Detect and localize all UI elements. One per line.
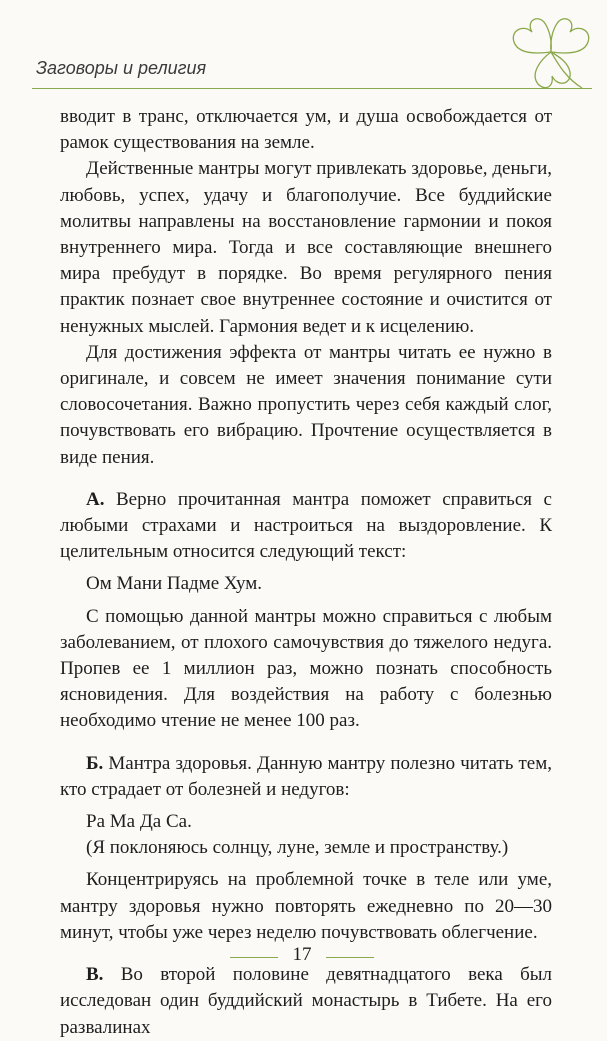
paragraph: Действенные мантры могут привлекать здоровье, деньги, любовь, успех, удачу и благополучие. Все буддийские молитвы направлены на восстановление гармонии и покоя внутреннего мира. Тогда и все составляющие внешнего мира пребудут в порядке. Во время регулярного пения практик познает свое внутреннее состояние и очистится от ненужных мыслей. Гармония ведет и к исцелению. xyxy=(60,158,552,337)
page-body xyxy=(60,104,552,1041)
footer-rule-right xyxy=(326,957,374,958)
header-rule xyxy=(32,88,592,89)
mantra-b: Ра Ма Да Са. xyxy=(86,811,192,833)
running-header: Заговоры и религия xyxy=(36,58,207,78)
section-b-paragraph xyxy=(60,751,552,803)
paragraph: С помощью данной мантры можно справиться с любым заболеванием, от плохого самочувствия до тяжелого недуга. Пропев ее 1 миллион раз, можно познать способность ясновидения. Для воздействия на работу с болезнью необходимо чтение не менее 100 раз. xyxy=(60,605,552,732)
mantra-b-translation: (Я поклоняюсь солнцу, луне, земле и пространству.) xyxy=(86,837,509,859)
page-number: 17 xyxy=(292,944,312,965)
section-a-text: Верно прочитанная мантра поможет справиться с любыми страхами и настроиться на выздоровление. К целительным относится следующий текст: xyxy=(60,488,552,563)
section-b-marker: Б. xyxy=(86,752,104,774)
paragraph: Для достижения эффекта от мантры читать ее нужно в оригинале, и совсем не имеет значения понимание сути словосочетания. Важно пропустить через себя каждый слог, почувствовать его вибрацию. Прочтение осуществляется в виде пения. xyxy=(60,341,552,468)
footer-rule-left xyxy=(230,957,278,958)
section-b-text: Мантра здоровья. Данную мантру полезно читать тем, кто страдает от болезней и недугов: xyxy=(60,752,552,800)
mantra-a: Ом Мани Падме Хум. xyxy=(86,573,263,595)
page-footer xyxy=(0,940,607,970)
section-a-paragraph xyxy=(60,487,552,566)
paragraph: Концентрируясь на проблемной точке в теле или уме, мантру здоровья нужно повторять ежедневно по 20—30 минут, чтобы уже через неделю почувствовать облегчение. xyxy=(60,869,552,943)
clover-icon xyxy=(496,2,606,102)
section-c-paragraph xyxy=(60,962,552,1041)
section-c-text: Во второй половине девятнадцатого века был исследован один буддийский монастырь в Тибете. На его развалинах xyxy=(60,964,552,1038)
paragraph: вводит в транс, отключается ум, и душа освобождается от рамок существования на земле. xyxy=(60,106,552,154)
section-c-marker: В. xyxy=(86,964,104,986)
section-a-marker: А. xyxy=(86,488,105,510)
